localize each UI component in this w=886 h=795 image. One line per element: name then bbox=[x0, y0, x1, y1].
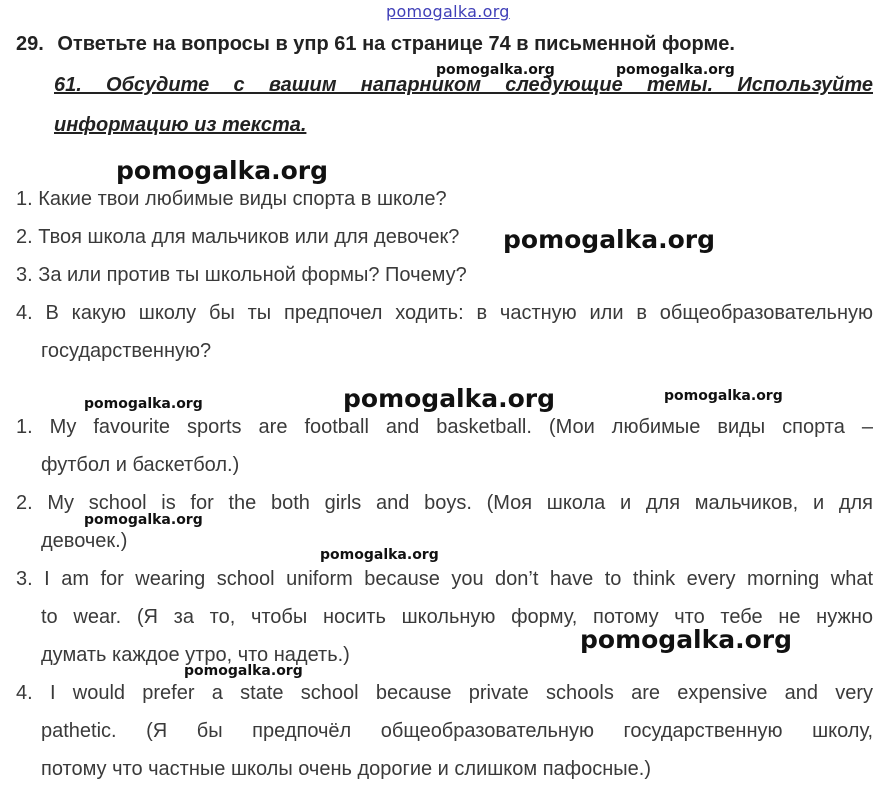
answer-4-line-3: потому что частные школы очень дорогие и слишком пафосные.) bbox=[41, 758, 651, 780]
watermark: pomogalka.org bbox=[580, 625, 793, 654]
answer-1-line-2: футбол и баскетбол.) bbox=[41, 454, 240, 476]
watermark: pomogalka.org bbox=[664, 388, 783, 404]
answer-4-line-2: pathetic. (Я бы предпочёл общеобразовательную государственную школу, bbox=[41, 720, 873, 742]
watermark: pomogalka.org bbox=[320, 547, 439, 563]
watermark: pomogalka.org bbox=[84, 512, 203, 528]
exercise-topic-line-1: 61. Обсудите с вашим напарником следующие темы. Используйте bbox=[54, 74, 873, 96]
watermark: pomogalka.org bbox=[84, 396, 203, 412]
question-1: 1. Какие твои любимые виды спорта в школе? bbox=[16, 188, 447, 210]
watermark: pomogalka.org bbox=[116, 156, 329, 185]
watermark: pomogalka.org bbox=[436, 62, 555, 78]
answer-2-line-1: 2. My school is for the both girls and boys. (Моя школа и для мальчиков, и для bbox=[16, 492, 873, 514]
exercise-topic-line-2: информацию из текста. bbox=[54, 114, 307, 136]
task-text: Ответьте на вопросы в упр 61 на странице 74 в письменной форме. bbox=[57, 33, 735, 55]
question-2: 2. Твоя школа для мальчиков или для девочек? bbox=[16, 226, 460, 248]
watermark: pomogalka.org bbox=[343, 384, 556, 413]
watermark: pomogalka.org bbox=[184, 663, 303, 679]
answer-3-line-3: думать каждое утро, что надеть.) bbox=[41, 644, 350, 666]
answer-3-line-2: to wear. (Я за то, чтобы носить школьную форму, потому что тебе не нужно bbox=[41, 606, 873, 628]
task-heading bbox=[16, 33, 735, 56]
question-3: 3. За или против ты школьной формы? Почему? bbox=[16, 264, 467, 286]
answer-3-line-1: 3. I am for wearing school uniform because you don’t have to think every morning what bbox=[16, 568, 873, 590]
question-4-line-2: государственную? bbox=[41, 340, 212, 362]
watermark-link-top[interactable]: pomogalka.org bbox=[386, 2, 510, 21]
question-4-line-1: 4. В какую школу бы ты предпочел ходить: в частную или в общеобразовательную bbox=[16, 302, 873, 324]
watermark: pomogalka.org bbox=[616, 62, 735, 78]
answer-4-line-1: 4. I would prefer a state school because private schools are expensive and very bbox=[16, 682, 873, 704]
answer-1-line-1: 1. My favourite sports are football and basketball. (Мои любимые виды спорта – bbox=[16, 416, 873, 438]
answer-2-line-2: девочек.) bbox=[41, 530, 128, 552]
watermark: pomogalka.org bbox=[503, 225, 716, 254]
task-number: 29. bbox=[16, 33, 44, 55]
